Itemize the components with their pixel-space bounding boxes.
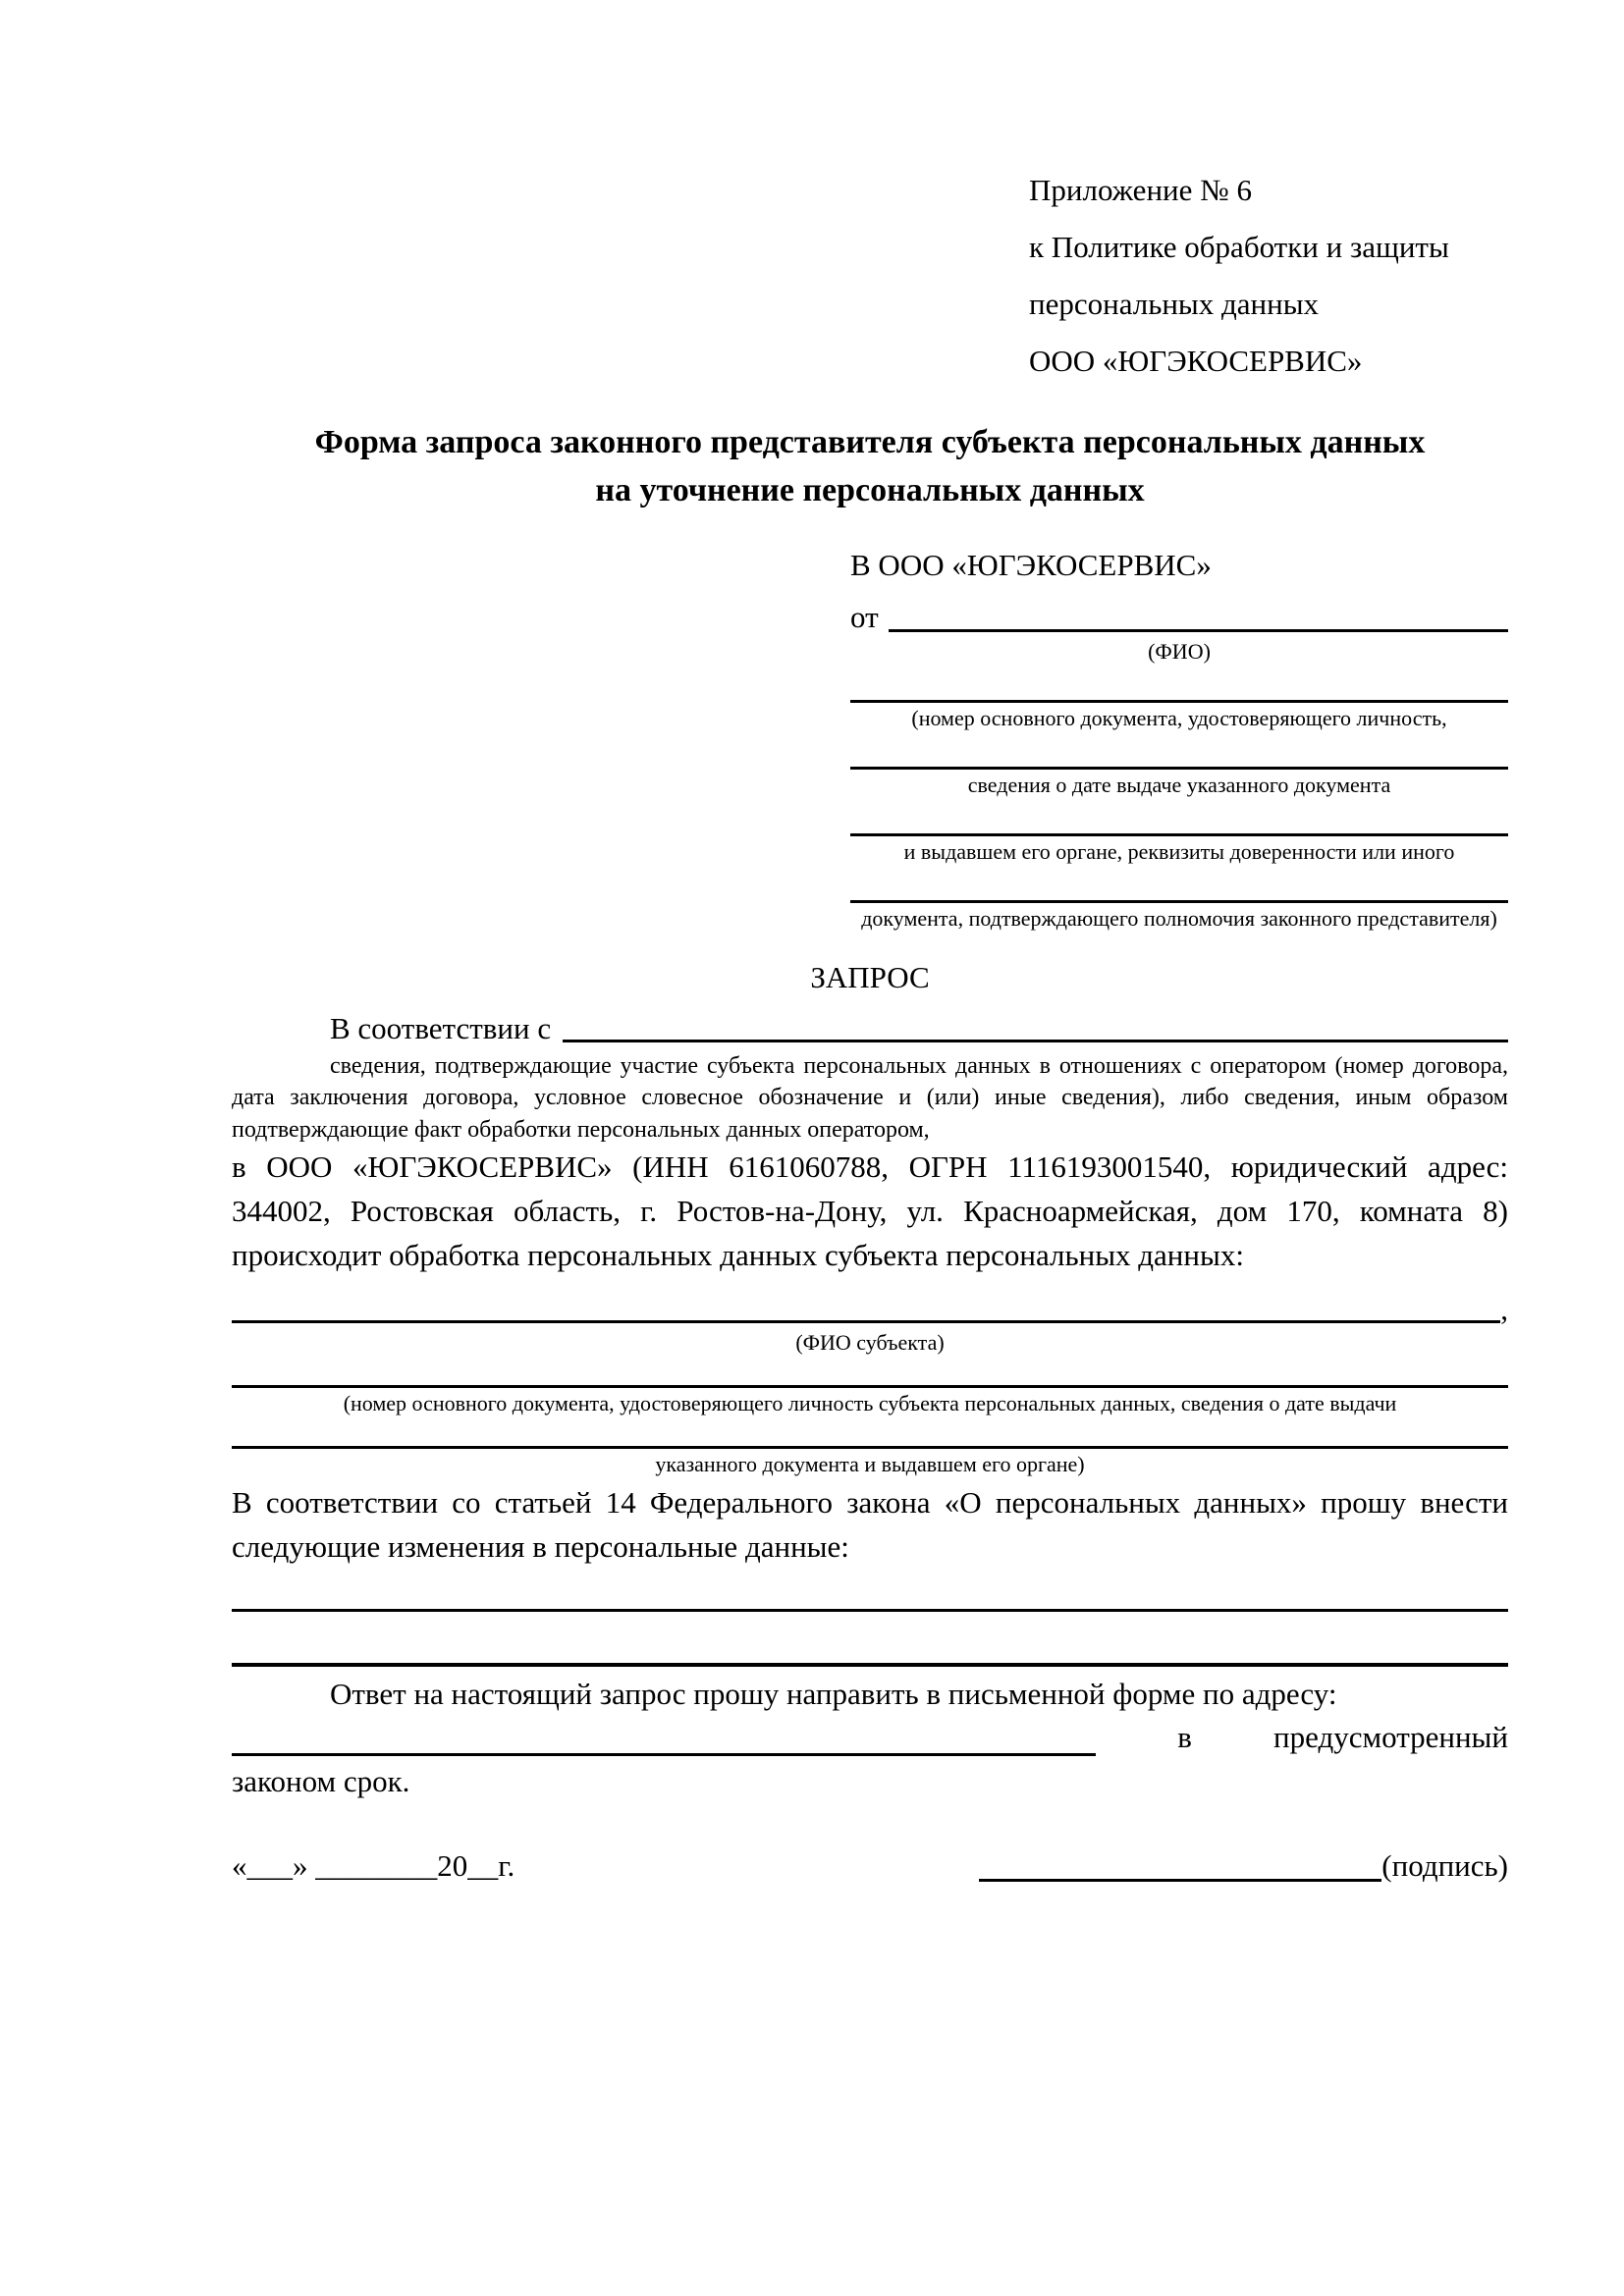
article-paragraph: В соответствии со статьей 14 Федерального закона «О персональных данных» прошу внести следующие изменения в персональные данные: [232, 1484, 1508, 1564]
fill-line [232, 1609, 1508, 1612]
answer-in-word: в [1177, 1720, 1192, 1755]
fill-line [889, 629, 1508, 632]
appendix-note-line: ООО «ЮГЭКОСЕРВИС» [1029, 343, 1363, 378]
signature-fill-line [979, 1879, 1381, 1882]
fill-line [850, 833, 1508, 836]
form-title-line2: на уточнение персональных данных [595, 471, 1145, 508]
signature-caption: (подпись) [1381, 1848, 1508, 1884]
fill-line [232, 1446, 1508, 1449]
addressee-block [850, 547, 1508, 932]
fill-line [850, 700, 1508, 703]
field-caption: и выдавшем его органе, реквизиты доверенности или иного [903, 839, 1455, 865]
subject-doc-caption2: указанного документа и выдавшем его органе) [655, 1451, 1085, 1476]
appendix-note [1029, 162, 1508, 390]
operator-paragraph: в ООО «ЮГЭКОСЕРВИС» (ИНН 6161060788, ОГРН 1116193001540, юридический адрес: 344002, Ростовская область, г. Ростов-на-Дону, ул. Красноармейская, дом 170, комната 8) происходит обработка персональных данных субъекта персональных данных: [232, 1148, 1508, 1272]
fill-line [232, 1385, 1508, 1388]
appendix-note-line: к Политике обработки и защиты [1029, 229, 1449, 264]
subject-fio-caption: (ФИО субъекта) [795, 1329, 945, 1355]
form-title [232, 419, 1508, 515]
accordance-label: В соответствии с [330, 1010, 552, 1045]
fill-line [563, 1040, 1508, 1042]
fill-line [232, 1663, 1508, 1667]
fill-line [850, 767, 1508, 770]
fio-caption: (ФИО) [1148, 639, 1211, 665]
answer-provided-word: предусмотренный [1273, 1720, 1508, 1755]
request-heading: ЗАПРОС [810, 960, 930, 995]
answer-address-row [232, 1716, 1508, 1760]
subject-doc-caption1: (номер основного документа, удостоверяющего личность субъекта персональных данных, сведения о дате выдачи [343, 1390, 1397, 1415]
form-title-line1: Форма запроса законного представителя субъекта персональных данных [314, 423, 1426, 460]
from-label: от [850, 599, 879, 634]
answer-term-line: законом срок. [232, 1764, 410, 1799]
appendix-note-line: персональных данных [1029, 286, 1320, 321]
field-caption: сведения о дате выдаче указанного документа [967, 773, 1391, 798]
addressee-org: В ООО «ЮГЭКОСЕРВИС» [850, 547, 1212, 582]
answer-paragraph: Ответ на настоящий запрос прошу направить в письменной форме по адресу: [330, 1676, 1337, 1711]
subject-fio-row [232, 1292, 1508, 1327]
date-field: «___» ________20__г. [232, 1848, 515, 1884]
fill-line [232, 1753, 1096, 1756]
fill-line [850, 900, 1508, 903]
trailing-comma: , [1500, 1291, 1508, 1326]
fill-line [232, 1320, 1500, 1323]
field-caption: документа, подтверждающего полномочия законного представителя) [861, 906, 1497, 932]
field-caption: (номер основного документа, удостоверяющего личность, [911, 706, 1447, 731]
accordance-row [232, 1011, 1508, 1046]
accordance-footnote: сведения, подтверждающие участие субъекта персональных данных в отношениях с оператором (номер договора, дата заключения договора, условное словесное обозначение и (или) иные сведения), либо сведения, иным образом подтверждающие факт обработки персональных данных оператором, [232, 1052, 1508, 1143]
signature-row [232, 1847, 1508, 1886]
signature-area [979, 1847, 1508, 1886]
from-row [850, 599, 1508, 637]
appendix-note-line: Приложение № 6 [1029, 173, 1252, 207]
